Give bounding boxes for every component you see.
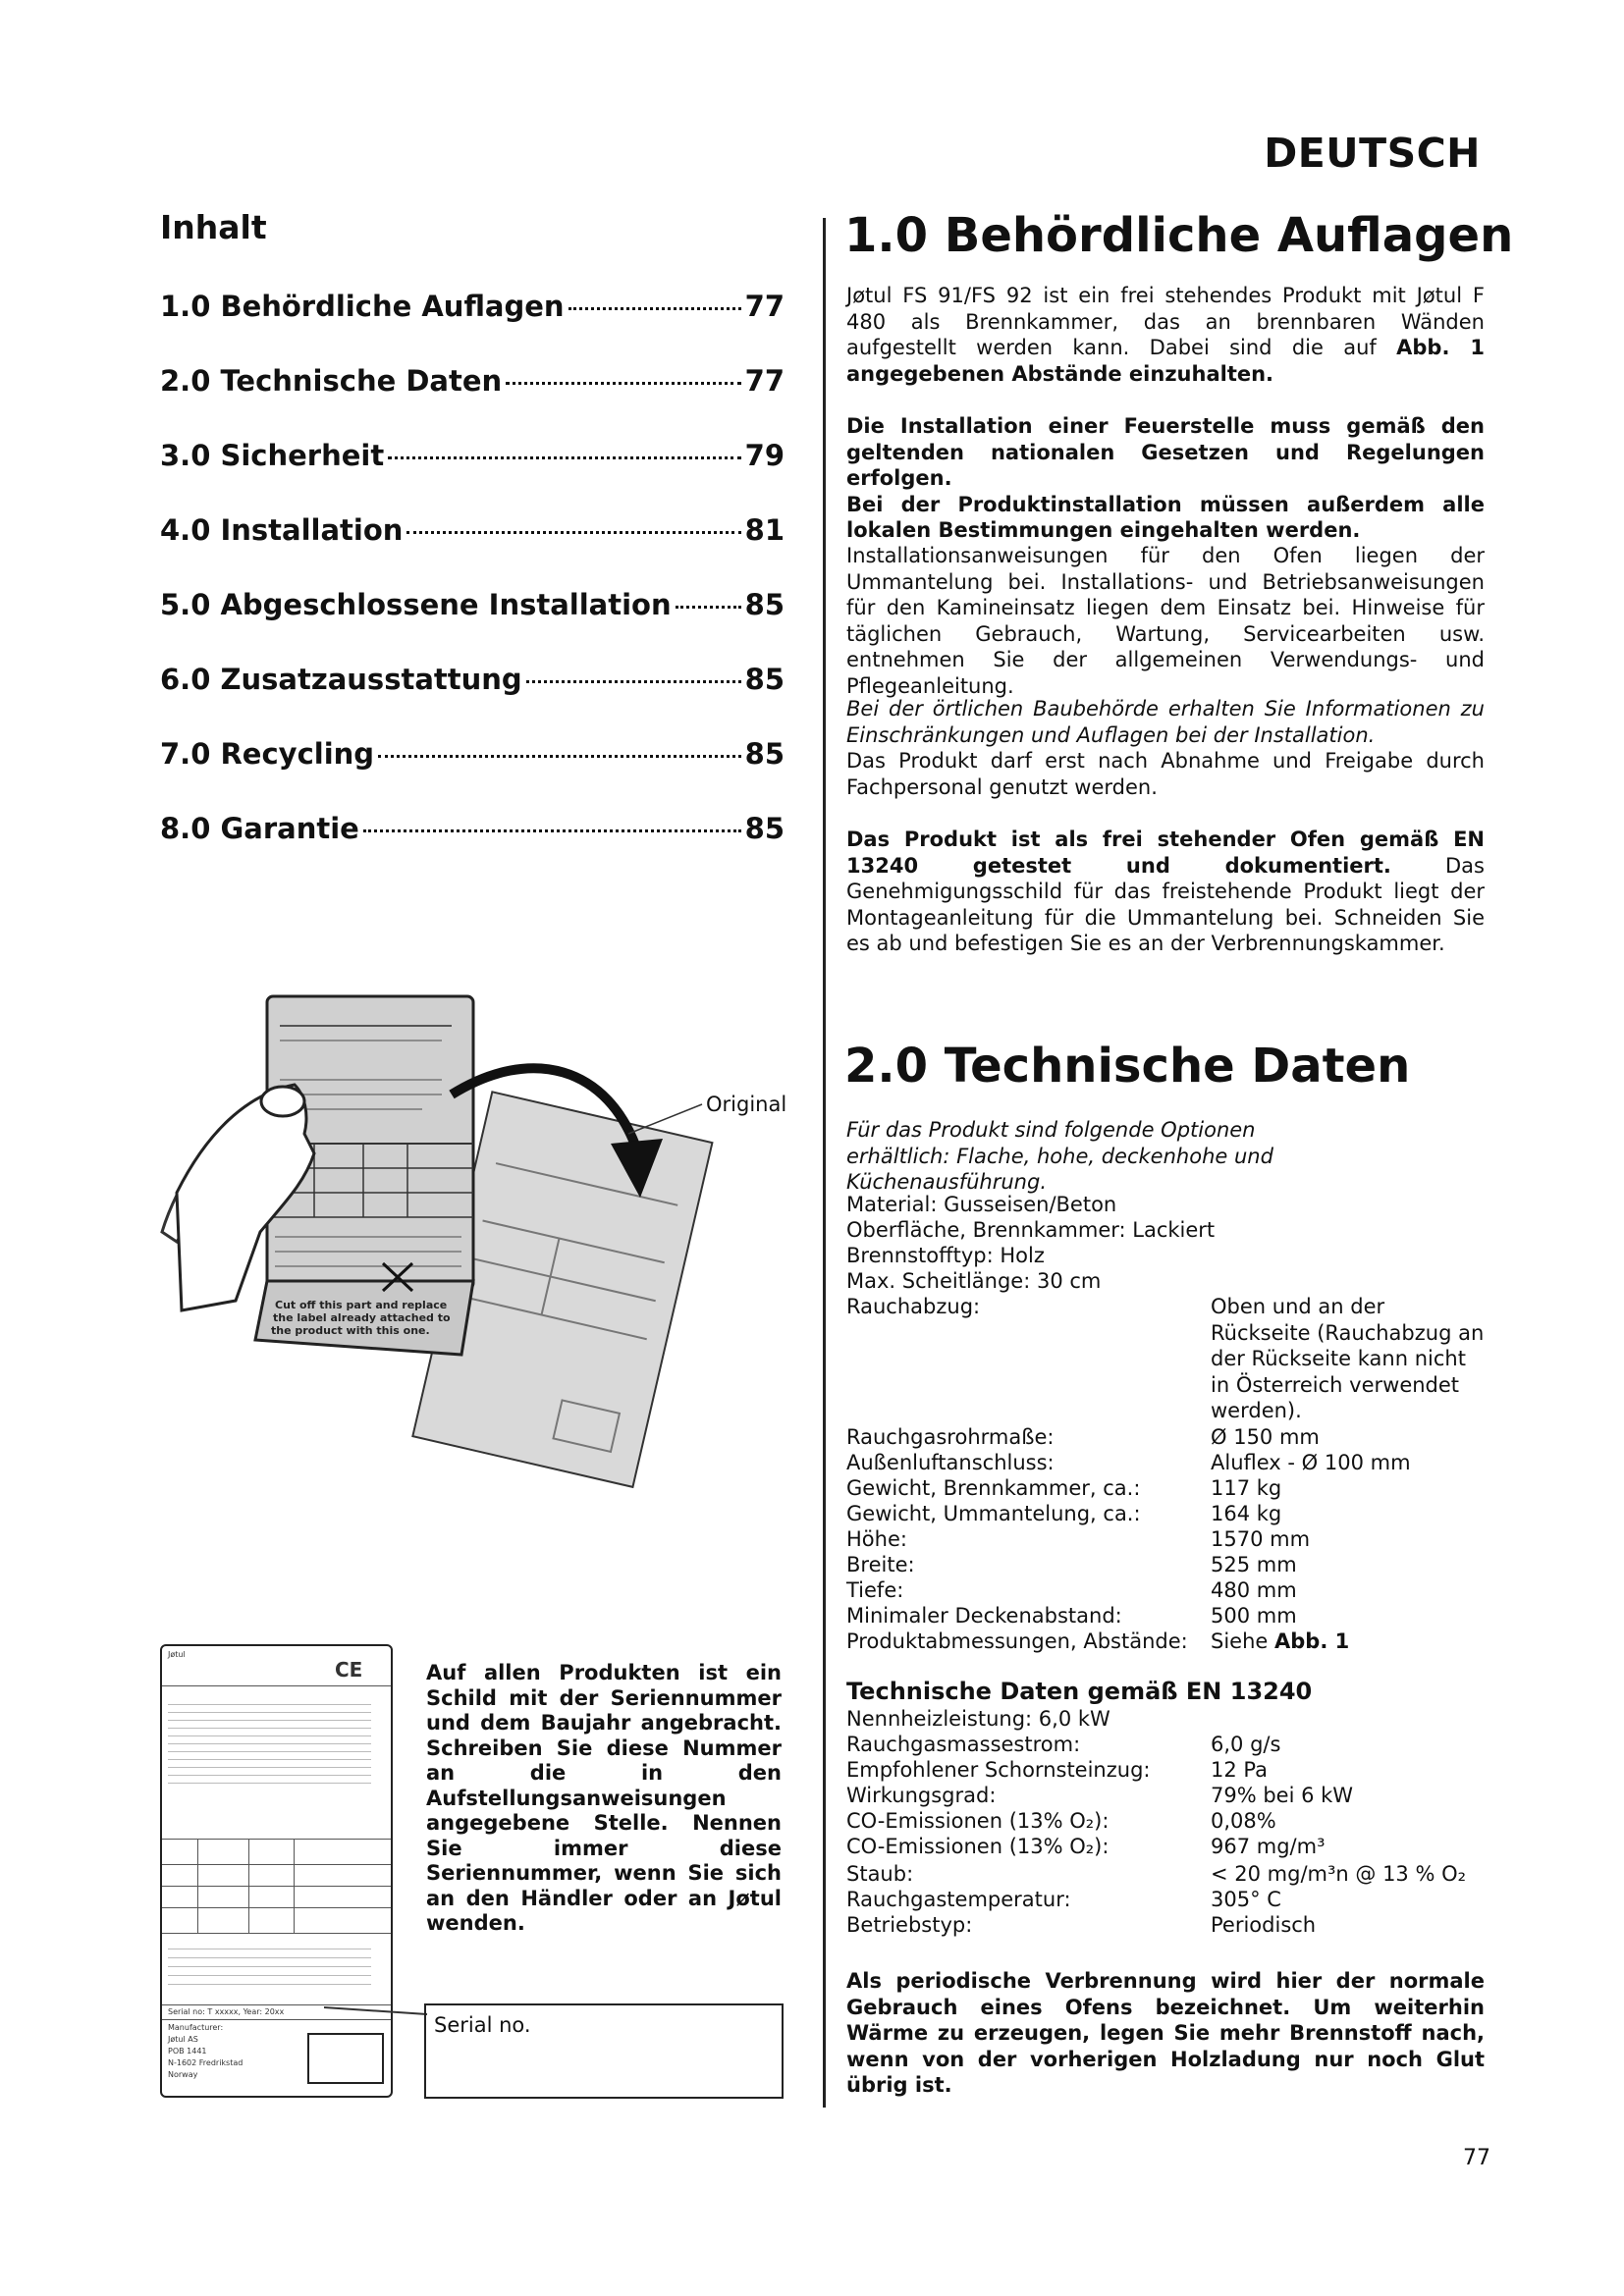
- plate-manufacturer: Manufacturer:: [168, 2023, 224, 2032]
- section-1-paragraph: Bei der örtlichen Baubehörde erhalten Sie Informationen zu Einschränkungen und Auflagen bei der Installation. Das Produkt darf erst nach Abnahme und Freigabe durch Fachpersonal genutzt werden.: [846, 697, 1485, 799]
- toc-entry-page: 77: [744, 290, 785, 323]
- toc-entry[interactable]: [160, 663, 785, 696]
- section-2-title: 2.0 Technische Daten: [844, 1039, 1411, 1094]
- toc-entry-page: 79: [744, 439, 785, 472]
- section-1-paragraph: Die Installation einer Feuerstelle muss gemäß den geltenden nationalen Gesetzen und Regelungen erfolgen. Bei der Produktinstallation müssen außerdem alle lokalen Bestimmungen eingehalten werden.: [846, 414, 1485, 542]
- toc-entry[interactable]: [160, 588, 785, 621]
- toc-entry-label: 4.0 Installation: [160, 513, 404, 547]
- plate-pob: POB 1441: [168, 2047, 207, 2056]
- toc-leader: [506, 382, 740, 385]
- toc-title: Inhalt: [160, 208, 267, 246]
- toc-leader: [388, 456, 740, 459]
- toc-entry[interactable]: [160, 513, 785, 547]
- toc-entry[interactable]: [160, 364, 785, 398]
- toc-entry-page: 85: [744, 588, 785, 621]
- plate-city: N-1602 Fredrikstad: [168, 2058, 244, 2067]
- toc-entry-label: 6.0 Zusatzausstattung: [160, 663, 522, 696]
- serial-number-field[interactable]: [424, 2003, 784, 2099]
- toc-entry-page: 85: [744, 663, 785, 696]
- toc-entry[interactable]: [160, 737, 785, 771]
- toc-entry[interactable]: [160, 812, 785, 845]
- language-heading: DEUTSCH: [1264, 130, 1481, 177]
- plate-product: Jøtul: [168, 1650, 186, 1659]
- plate-company: Jøtul AS: [168, 2035, 198, 2044]
- plate-serial: Serial no: T xxxxx, Year: 20xx: [168, 2007, 285, 2016]
- section-1-title: 1.0 Behördliche Auflagen: [844, 208, 1514, 263]
- en-13240-title: Technische Daten gemäß EN 13240: [846, 1678, 1313, 1705]
- plate-country: Norway: [168, 2070, 198, 2079]
- toc-leader: [676, 606, 741, 609]
- original-label: Original: [706, 1093, 787, 1116]
- toc-entry[interactable]: [160, 439, 785, 472]
- toc-entry-page: 81: [744, 513, 785, 547]
- section-2-intro: Für das Produkt sind folgende Optionen erhältlich: Flache, hohe, deckenhohe und Küchenausführung.: [846, 1118, 1273, 1194]
- serial-caption: Auf allen Produkten ist ein Schild mit der Seriennummer und dem Baujahr angebracht. Schreiben Sie diese Nummer an die in den Aufstellungsanweisungen angegebene Stelle. Nennen Sie immer diese Seriennummer, wenn Sie sich an den Händler oder an Jøtul wenden.: [426, 1661, 782, 1935]
- section-1-paragraph: Jøtul FS 91/FS 92 ist ein frei stehendes Produkt mit Jøtul F 480 als Brennkammer, das an brennbaren Wänden aufgestellt werden kann. Dabei sind die auf Abb. 1 angegebenen Abstände einzuhalten.: [846, 284, 1486, 386]
- ce-mark: CE: [335, 1658, 363, 1682]
- serial-plate-figure: [160, 1644, 393, 2098]
- toc-entry-label: 7.0 Recycling: [160, 737, 375, 771]
- toc-leader: [363, 829, 741, 832]
- column-divider: [823, 218, 826, 2108]
- toc-entry-label: 1.0 Behördliche Auflagen: [160, 290, 565, 323]
- toc-entry-page: 77: [744, 364, 785, 398]
- toc-entry-label: 5.0 Abgeschlossene Installation: [160, 588, 672, 621]
- toc-leader: [406, 531, 740, 534]
- toc-entry-page: 85: [744, 812, 785, 845]
- toc-entry-label: 2.0 Technische Daten: [160, 364, 503, 398]
- toc-entry-label: 3.0 Sicherheit: [160, 439, 385, 472]
- section-1-paragraph: Installationsanweisungen für den Ofen liegen der Ummantelung bei. Installations- und Betriebsanweisungen für den Kamineinsatz liegen dem Einsatz bei. Hinweise für täglichen Gebrauch, Wartung, Servicearbeiten usw. entnehmen Sie der allgemeinen Verwendungs- und Pflegeanleitung.: [846, 544, 1485, 698]
- toc-entry-label: 8.0 Garantie: [160, 812, 359, 845]
- toc-leader: [568, 307, 741, 310]
- page-number: 77: [1463, 2146, 1490, 2170]
- section-1-paragraph: Das Produkt ist als frei stehender Ofen gemäß EN 13240 getestet und dokumentiert. Das Genehmigungsschild für das freistehende Produkt liegt der Montageanleitung für die Ummantelung bei. Schneiden Sie es ab und befestigen Sie es an der Verbrennungskammer.: [846, 828, 1485, 955]
- section-2-closing: Als periodische Verbrennung wird hier der normale Gebrauch eines Ofens bezeichnet. Um weiterhin Wärme zu erzeugen, legen Sie mehr Brennstoff nach, wenn von der vorherigen Holzladung nur noch Glut übrig ist.: [846, 1969, 1485, 2097]
- toc-entry-page: 85: [744, 737, 785, 771]
- serial-number-label: Serial no.: [434, 2013, 531, 2037]
- toc-leader: [526, 680, 741, 683]
- label-replacement-figure: [157, 987, 785, 1522]
- toc-entry[interactable]: [160, 290, 785, 323]
- cut-instruction-text: Cut off this part and replace the label already attached to the product with this one.: [271, 1299, 451, 1337]
- serial-pointer-line: [324, 2002, 432, 2022]
- toc-leader: [378, 755, 741, 758]
